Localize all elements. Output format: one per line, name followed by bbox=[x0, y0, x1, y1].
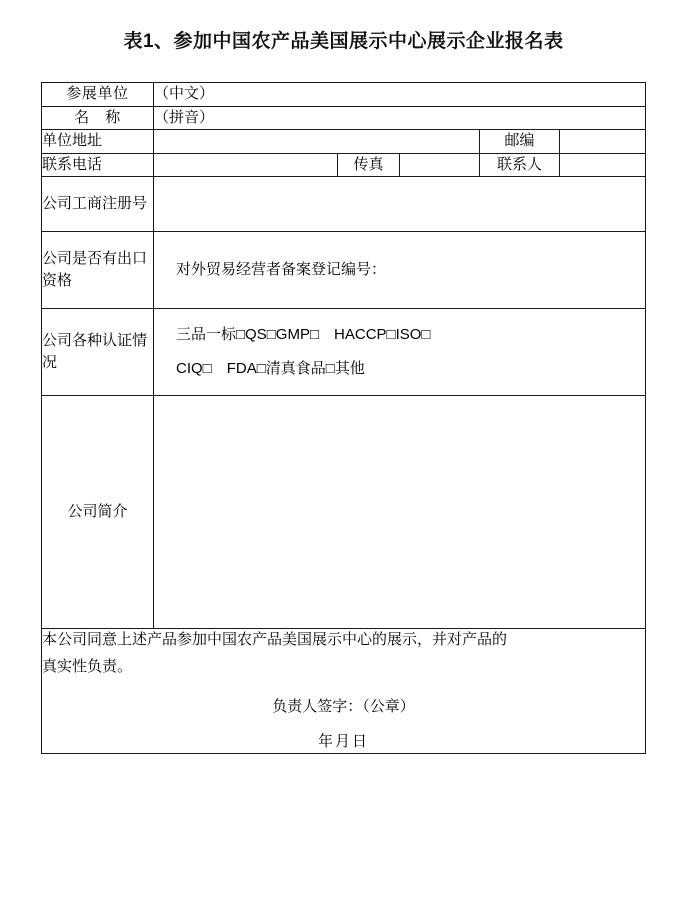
form-table bbox=[41, 82, 646, 754]
unit-name-chinese-field[interactable]: （中文） bbox=[154, 83, 646, 107]
fax-label: 传真 bbox=[338, 153, 400, 177]
table-row bbox=[42, 130, 646, 154]
certification-line-1: 三品一标□QS□GMP□ HACCP□ISO□ bbox=[176, 325, 431, 343]
table-row bbox=[42, 396, 646, 629]
table-row bbox=[42, 83, 646, 107]
table-row bbox=[42, 232, 646, 309]
certification-field[interactable] bbox=[154, 309, 646, 396]
statement-paragraph-1: 本公司同意上述产品参加中国农产品美国展示中心的展示，并对产品的 bbox=[42, 632, 508, 648]
address-field[interactable] bbox=[154, 130, 480, 154]
company-intro-label: 公司简介 bbox=[42, 396, 154, 629]
signature-line[interactable]: 负责人签字：（公章） bbox=[272, 699, 415, 715]
phone-label: 联系电话 bbox=[42, 153, 154, 177]
registration-form bbox=[41, 82, 645, 754]
export-registration-number-text: 对外贸易经营者备案登记编号： bbox=[176, 261, 387, 278]
table-row bbox=[42, 309, 646, 396]
unit-name-label-line1: 参展单位 bbox=[42, 83, 154, 107]
postcode-label: 邮编 bbox=[480, 130, 560, 154]
address-label: 单位地址 bbox=[42, 130, 154, 154]
certification-line-2: CIQ□ FDA□清真食品□其他 bbox=[176, 360, 365, 377]
export-qualification-field[interactable] bbox=[154, 232, 646, 309]
statement-paragraph-2: 真实性负责。 bbox=[42, 658, 133, 675]
company-intro-field[interactable] bbox=[154, 396, 646, 629]
certification-label: 公司各种认证情况 bbox=[42, 309, 154, 396]
table-row bbox=[42, 629, 646, 754]
table-row bbox=[42, 177, 646, 232]
fax-field[interactable] bbox=[400, 153, 480, 177]
table-row bbox=[42, 153, 646, 177]
phone-field[interactable] bbox=[154, 153, 338, 177]
export-qualification-label: 公司是否有出口资格 bbox=[42, 232, 154, 309]
contact-person-label: 联系人 bbox=[480, 153, 560, 177]
business-registration-field[interactable] bbox=[154, 177, 646, 232]
date-line[interactable]: 年月日 bbox=[318, 733, 370, 750]
contact-person-field[interactable] bbox=[560, 153, 646, 177]
page-title: 表1、参加中国农产品美国展示中心展示企业报名表 bbox=[123, 31, 564, 52]
table-row bbox=[42, 106, 646, 130]
unit-name-label-line2: 名 称 bbox=[42, 106, 154, 130]
unit-name-pinyin-field[interactable]: （拼音） bbox=[154, 106, 646, 130]
postcode-field[interactable] bbox=[560, 130, 646, 154]
business-registration-label: 公司工商注册号 bbox=[42, 177, 154, 232]
statement-cell bbox=[42, 629, 646, 754]
